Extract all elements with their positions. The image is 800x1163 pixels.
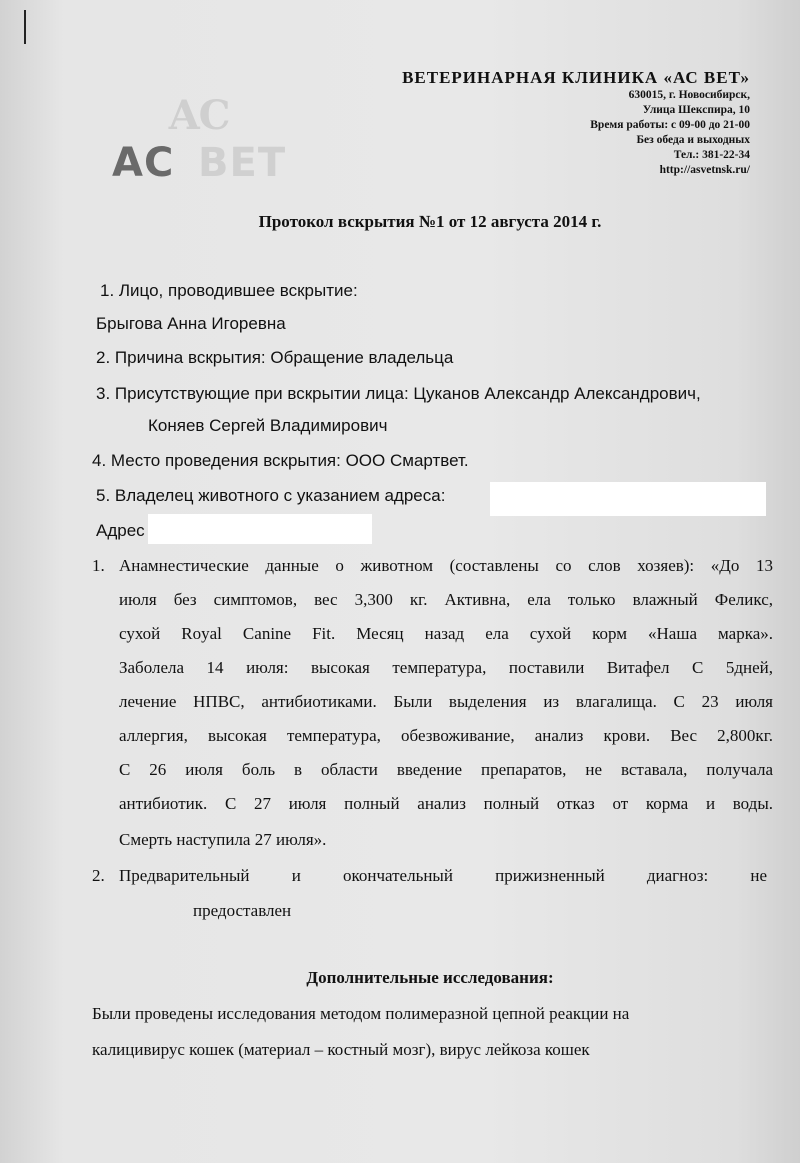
clinic-name: ВЕТЕРИНАРНАЯ КЛИНИКА «АС ВЕТ» bbox=[402, 68, 750, 87]
clinic-hours: Время работы: с 09-00 до 21-00 bbox=[590, 119, 750, 131]
page-edge-mark bbox=[24, 10, 26, 44]
anamnesis-line-5: лечение НПВС, антибиотиками. Были выделения из влагалища. С 23 июля bbox=[119, 692, 773, 711]
diagnosis-number: 2. bbox=[92, 866, 105, 885]
logo-mark: АС bbox=[168, 92, 229, 139]
anamnesis-line-1: Анамнестические данные о животном (составлены со слов хозяев): «До 13 bbox=[119, 556, 773, 575]
item-3-continued: Коняев Сергей Владимирович bbox=[148, 416, 388, 435]
diagnosis-line: Предварительный и окончательный прижизненный диагноз: не bbox=[119, 866, 767, 885]
owner-redaction bbox=[490, 482, 766, 516]
address-label: Адрес bbox=[96, 521, 145, 540]
clinic-header bbox=[402, 68, 750, 178]
anamnesis-line-6: аллергия, высокая температура, обезвоживание, анализ крови. Вес 2,800кг. bbox=[119, 726, 773, 745]
anamnesis-number: 1. bbox=[92, 556, 105, 575]
item-1-label: 1. Лицо, проводившее вскрытие: bbox=[100, 281, 358, 300]
clinic-logo bbox=[110, 92, 310, 192]
protocol-title: Протокол вскрытия №1 от 12 августа 2014 г. bbox=[258, 212, 602, 231]
item-5: 5. Владелец животного с указанием адреса: bbox=[96, 486, 446, 505]
logo-ac: АС bbox=[112, 140, 175, 186]
clinic-website: http://asvetnsk.ru/ bbox=[659, 164, 750, 176]
anamnesis-line-4: Заболела 14 июля: высокая температура, поставили Витафел С 5дней, bbox=[119, 658, 773, 677]
anamnesis-line-8: антибиотик. С 27 июля полный анализ полный отказ от корма и воды. bbox=[119, 794, 773, 813]
clinic-address-2: Улица Шекспира, 10 bbox=[642, 104, 750, 116]
anamnesis-line-7: С 26 июля боль в области введение препаратов, не вставала, получала bbox=[119, 760, 773, 779]
item-4: 4. Место проведения вскрытия: ООО Смартвет. bbox=[92, 451, 469, 470]
item-1-value: Брыгова Анна Игоревна bbox=[96, 314, 286, 333]
address-redaction bbox=[148, 514, 372, 544]
clinic-phone: Тел.: 381-22-34 bbox=[673, 149, 750, 161]
anamnesis-line-9: Смерть наступила 27 июля». bbox=[119, 830, 327, 849]
item-2: 2. Причина вскрытия: Обращение владельца bbox=[96, 348, 454, 367]
item-3: 3. Присутствующие при вскрытии лица: Цуканов Александр Александрович, bbox=[96, 384, 701, 403]
logo-vet: ВЕТ bbox=[198, 140, 287, 186]
clinic-days: Без обеда и выходных bbox=[636, 134, 750, 146]
additional-line-2: калицивирус кошек (материал – костный мозг), вирус лейкоза кошек bbox=[92, 1040, 590, 1059]
anamnesis-line-2: июля без симптомов, вес 3,300 кг. Активна, ела только влажный Феликс, bbox=[119, 590, 773, 609]
additional-heading: Дополнительные исследования: bbox=[306, 968, 554, 987]
clinic-address-1: 630015, г. Новосибирск, bbox=[628, 89, 750, 101]
additional-line-1: Были проведены исследования методом полимеразной цепной реакции на bbox=[92, 1004, 630, 1023]
anamnesis-line-3: сухой Royal Canine Fit. Месяц назад ела сухой корм «Наша марка». bbox=[119, 624, 773, 643]
diagnosis-value: предоставлен bbox=[193, 901, 292, 920]
